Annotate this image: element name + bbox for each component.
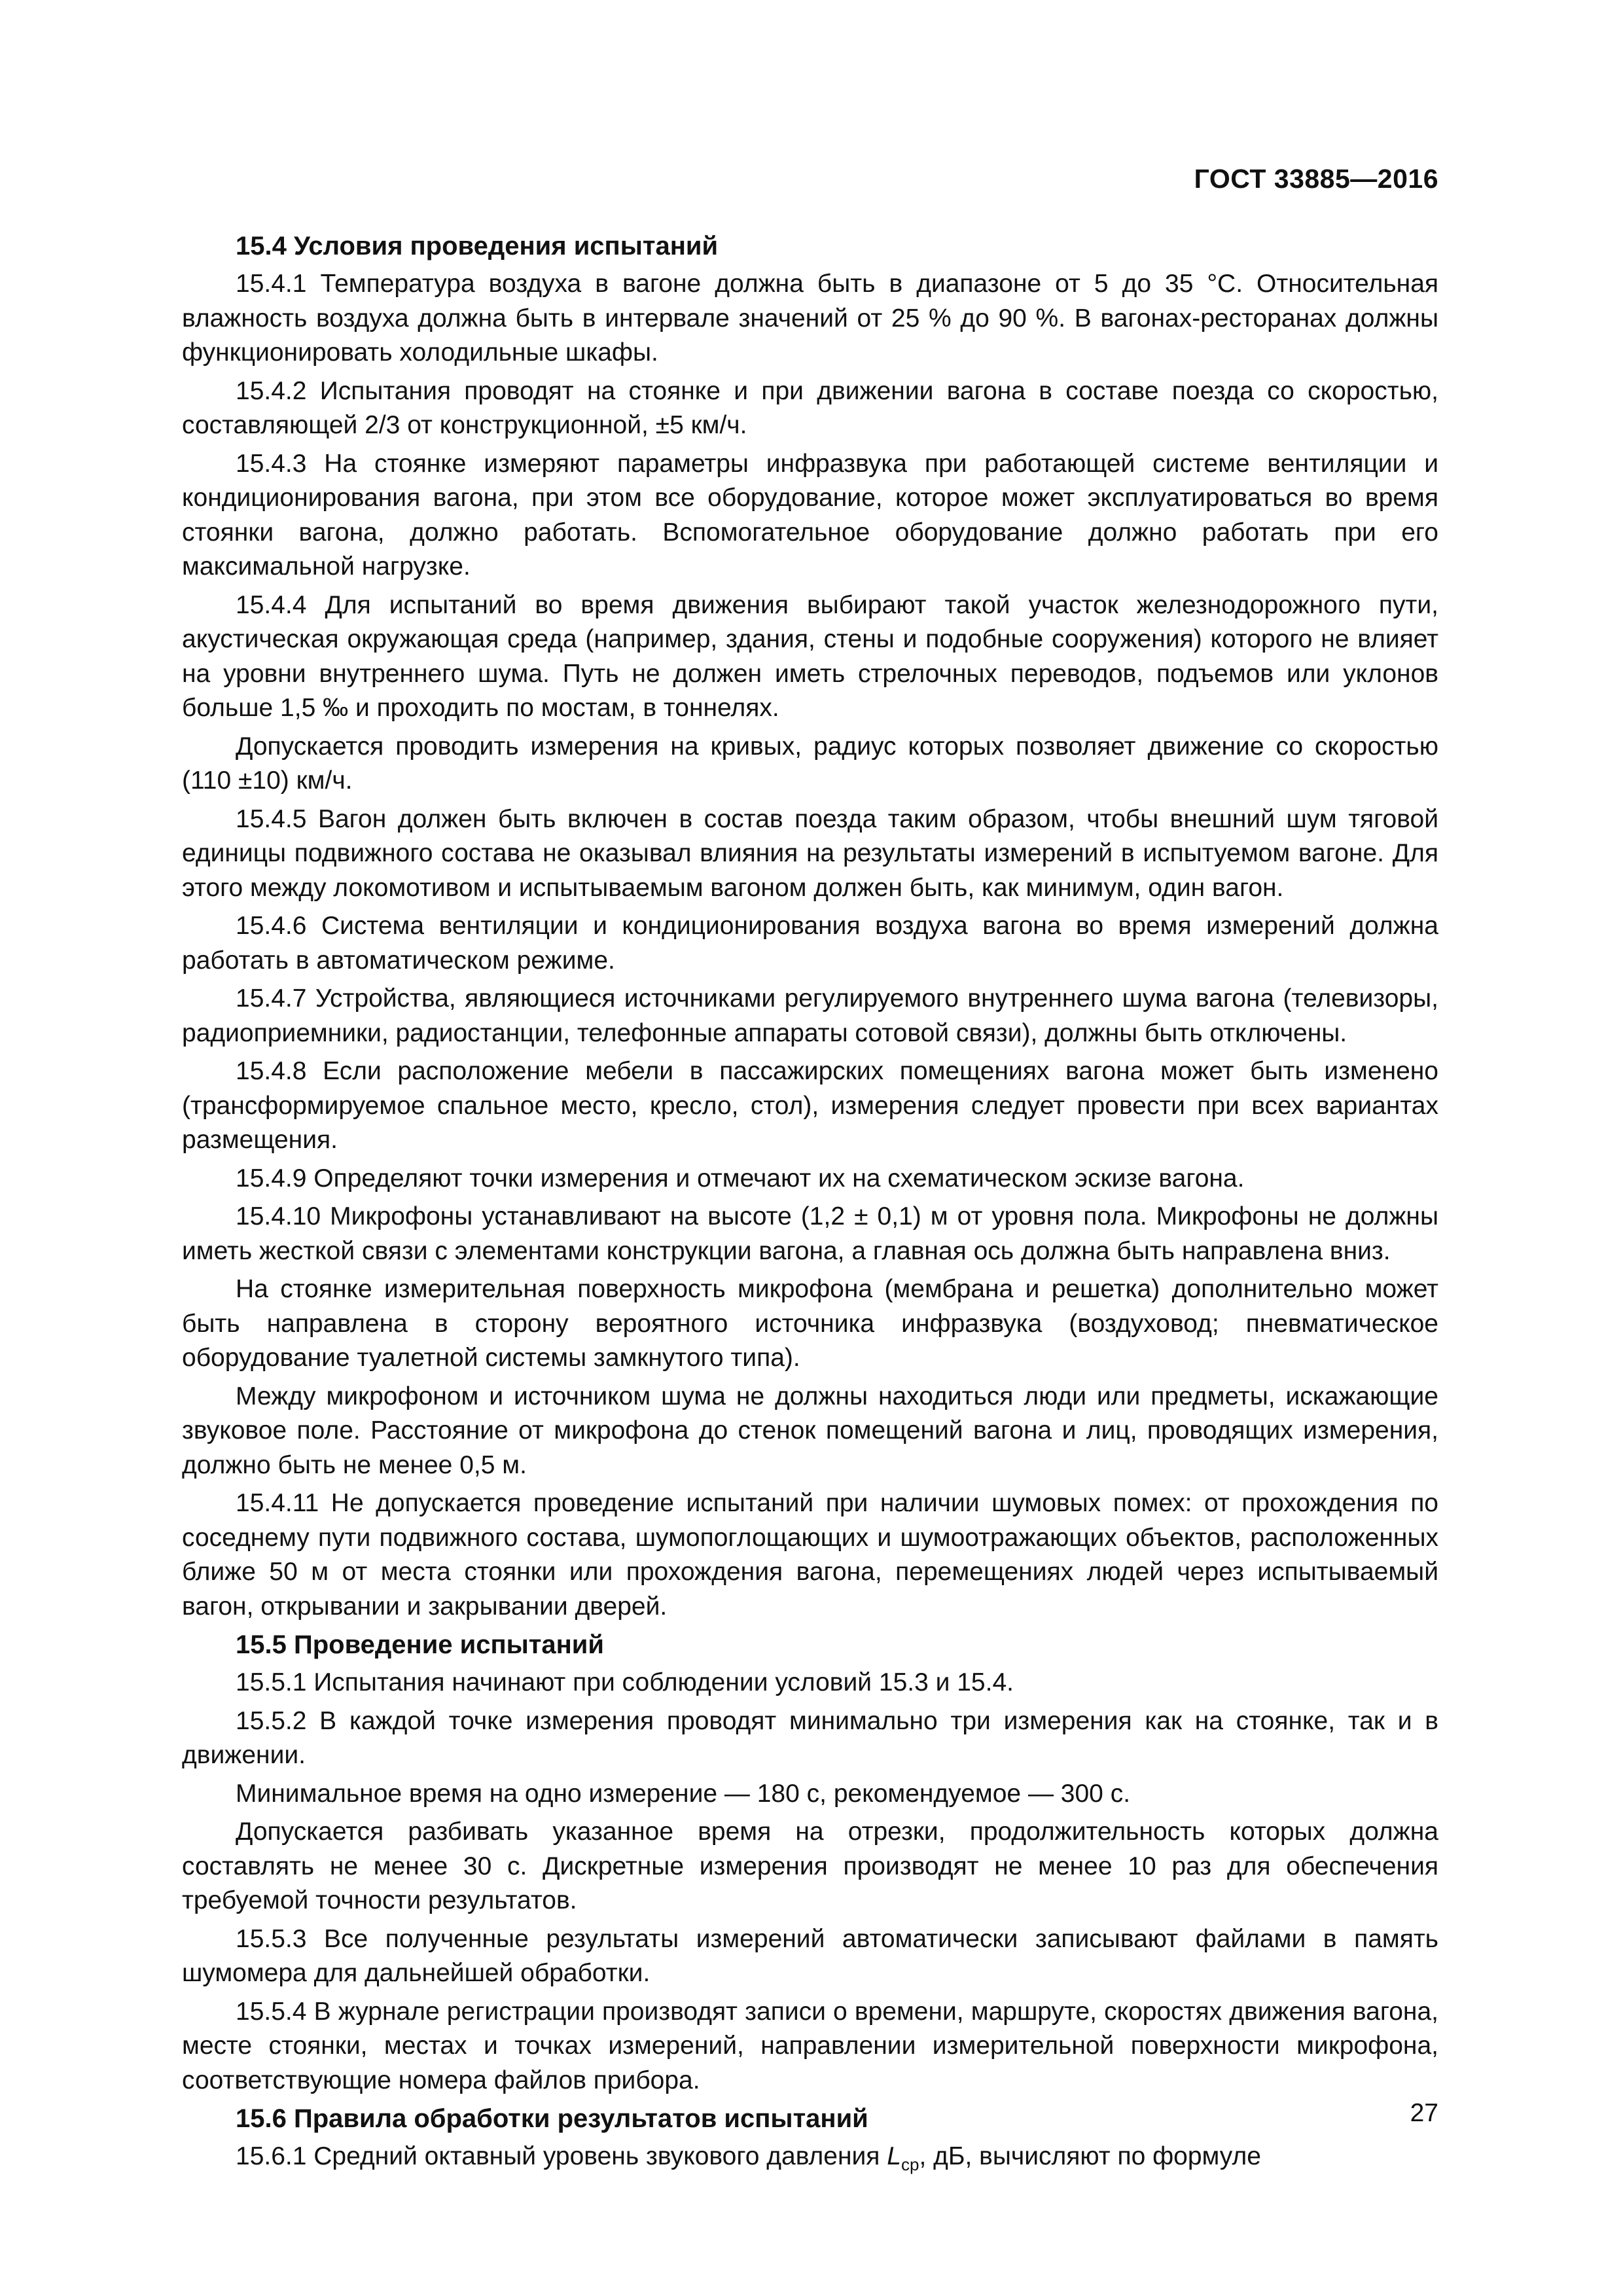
paragraph: 15.4.3 На стоянке измеряют параметры инфразвука при работающей системе вентиляции и кондиционирования вагона, при этом все оборудование, которое может эксплуатироваться во время стоянки вагона, должно работать. Вспомогательное оборудование должно работать при его максимальной нагрузке. <box>182 449 1438 581</box>
paragraph: На стоянке измерительная поверхность микрофона (мембрана и решетка) дополнительно может быть направлена в сторону вероятного источника инфразвука (воздуховод; пневматическое оборудование туалетной системы замкнутого типа). <box>182 1275 1438 1372</box>
paragraph: Допускается разбивать указанное время на отрезки, продолжительность которых должна составлять не менее 30 с. Дискретные измерения производят не менее 10 раз для обеспечения требуемой точности результатов. <box>182 1818 1438 1914</box>
paragraph: 15.5.2 В каждой точке измерения проводят минимально три измерения как на стоянке, так и в движении. <box>182 1706 1438 1769</box>
paragraph: 15.4.1 Температура воздуха в вагоне должна быть в диапазоне от 5 до 35 °С. Относительная влажность воздуха должна быть в интервале значений от 25 % до 90 %. В вагонах-ресторанах должны функционировать холодильные шкафы. <box>182 270 1438 367</box>
paragraph: 15.4.8 Если расположение мебели в пассажирских помещениях вагона может быть изменено (трансформируемое спальное место, кресло, стол), измерения следует провести при всех вариантах размещения. <box>182 1057 1438 1154</box>
page-number: 27 <box>1410 2099 1438 2127</box>
paragraph: 15.4.7 Устройства, являющиеся источниками регулируемого внутреннего шума вагона (телевизоры, радиоприемники, радиостанции, телефонные аппараты сотовой связи), должны быть отключены. <box>182 984 1438 1047</box>
text-run: 15.6.1 Средний октавный уровень звукового давления <box>236 2142 887 2170</box>
paragraph: 15.4.6 Система вентиляции и кондиционирования воздуха вагона во время измерений должна работать в автоматическом режиме. <box>182 912 1438 975</box>
formula-subscript: ср <box>901 2155 919 2174</box>
paragraph: 15.5.3 Все полученные результаты измерений автоматически записывают файлами в память шумомера для дальнейшей обработки. <box>182 1924 1438 1987</box>
document-code: ГОСТ 33885—2016 <box>1194 164 1438 194</box>
paragraph: 15.4.11 Не допускается проведение испытаний при наличии шумовых помех: от прохождения по соседнему пути подвижного состава, шумопоглощающих и шумоотражающих объектов, расположенных ближе 50 м от места стоянки или прохождения вагона, перемещениях людей через испытываемый вагон, открывании и закрывании дверей. <box>182 1489 1438 1621</box>
paragraph: Между микрофоном и источником шума не должны находиться люди или предметы, искажающие звуковое поле. Расстояние от микрофона до стенок помещений вагона и лиц, проводящих измерения, должно быть не менее 0,5 м. <box>182 1382 1438 1479</box>
paragraph: 15.5.1 Испытания начинают при соблюдении условий 15.3 и 15.4. <box>236 1668 1014 1696</box>
section-heading: 15.6 Правила обработки результатов испытаний <box>236 2104 868 2133</box>
formula-symbol: L <box>887 2142 901 2170</box>
paragraph: 15.5.4 В журнале регистрации производят записи о времени, маршруте, скоростях движения вагона, месте стоянки, местах и точках измерений, направлении измерительной поверхности микрофона, соответствующие номера файлов прибора. <box>182 1997 1438 2094</box>
paragraph: 15.4.9 Определяют точки измерения и отмечают их на схематическом эскизе вагона. <box>236 1164 1245 1193</box>
paragraph: 15.4.2 Испытания проводят на стоянке и при движении вагона в составе поезда со скоростью, составляющей 2/3 от конструкционной, ±5 км/ч. <box>182 376 1438 439</box>
paragraph: Допускается проводить измерения на кривых, радиус которых позволяет движение со скоростью (110 ±10) км/ч. <box>182 732 1438 795</box>
text-run: , дБ, вычисляют по формуле <box>919 2142 1261 2170</box>
paragraph: 15.4.10 Микрофоны устанавливают на высоте (1,2 ± 0,1) м от уровня пола. Микрофоны не должны иметь жесткой связи с элементами конструкции вагона, а главная ось должна быть направлена вниз. <box>182 1202 1438 1265</box>
paragraph-formula-intro <box>182 2140 1438 2174</box>
paragraph: 15.4.4 Для испытаний во время движения выбирают такой участок железнодорожного пути, акустическая окружающая среда (например, здания, стены и подобные сооружения) которого не влияет на уровни внутреннего шума. Путь не должен иметь стрелочных переводов, подъемов или уклонов больше 1,5 ‰ и проходить по мостам, в тоннелях. <box>182 590 1438 722</box>
paragraph: 15.4.5 Вагон должен быть включен в состав поезда таким образом, чтобы внешний шум тяговой единицы подвижного состава не оказывал влияния на результаты измерений в испытуемом вагоне. Для этого между локомотивом и испытываемым вагоном должен быть, как минимум, один вагон. <box>182 804 1438 902</box>
document-body <box>182 229 1438 2178</box>
section-heading: 15.4 Условия проведения испытаний <box>236 232 719 260</box>
paragraph: Минимальное время на одно измерение — 180 с, рекомендуемое — 300 с. <box>236 1779 1131 1808</box>
section-heading: 15.5 Проведение испытаний <box>236 1630 604 1659</box>
